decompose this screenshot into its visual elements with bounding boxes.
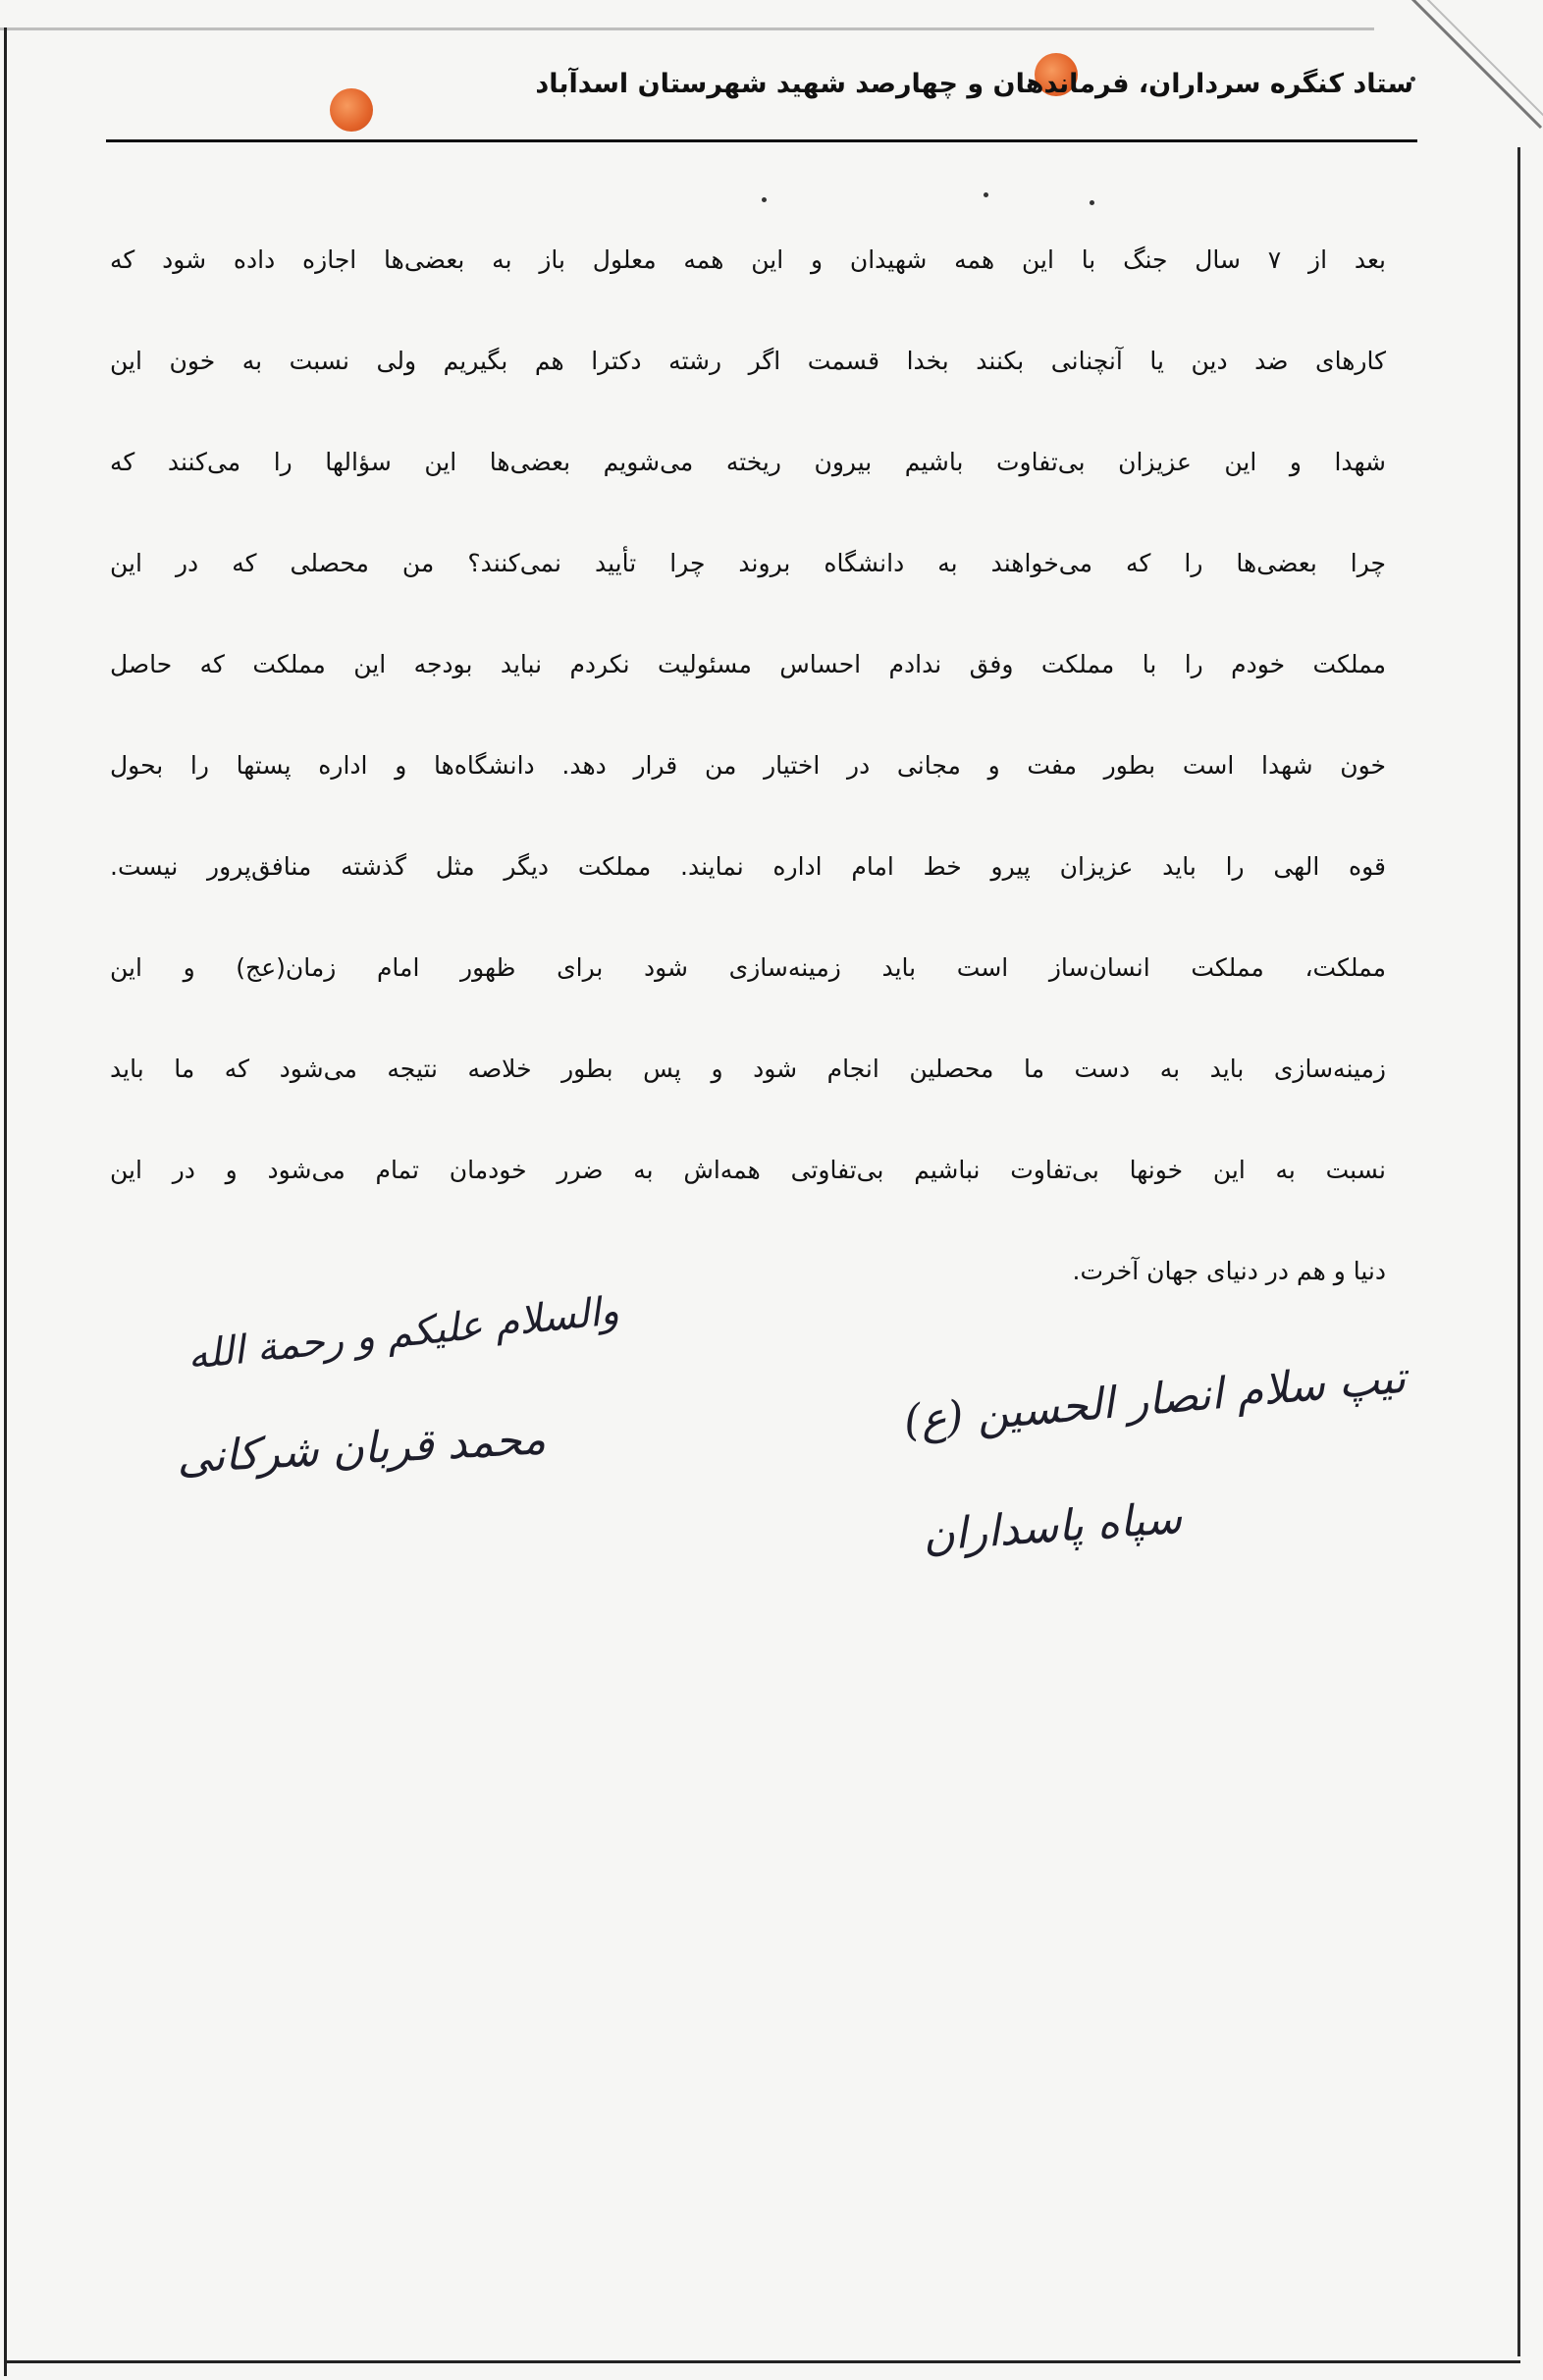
body-line: قوه الهی را باید عزیزان پیرو خط امام اداره نمایند. مملکت دیگر مثل گذشته منافق‌پرور نیست. — [110, 852, 1386, 881]
body-line: دنیا و هم در دنیای جهان آخرت. — [1072, 1257, 1386, 1285]
handwritten-closing: والسلام علیکم و رحمة الله — [185, 1288, 621, 1379]
body-line: کارهای ضد دین یا آنچنانی بکنند بخدا قسمت اگر رشته دکترا هم بگیریم ولی نسبت به خون این — [110, 347, 1386, 375]
body-line: بعد از ۷ سال جنگ با این همه شهیدان و این همه معلول باز به بعضی‌ها اجازه داده شود که — [110, 245, 1387, 274]
paper-speck — [1090, 200, 1094, 205]
left-page-edge — [4, 27, 7, 2376]
right-page-edge — [1517, 147, 1520, 2356]
body-line: خون شهدا است بطور مفت و مجانی در اختیار من قرار دهد. دانشگاه‌ها و اداره پستها را بحول — [110, 751, 1386, 780]
body-line: چرا بعضی‌ها را که می‌خواهند به دانشگاه بروند چرا تأیید نمی‌کنند؟ من محصلی که در این — [110, 549, 1386, 577]
header-divider — [106, 139, 1417, 142]
body-line: نسبت به این خونها بی‌تفاوت نباشیم بی‌تفاوتی همه‌اش به ضرر خودمان تمام می‌شود و در این — [110, 1156, 1386, 1184]
handwritten-organization: سپاه پاسداران — [921, 1492, 1184, 1562]
body-line: شهدا و این عزیزان بی‌تفاوت باشیم بیرون ریخته می‌شویم بعضی‌ها این سؤالها را می‌کنند که — [110, 448, 1386, 476]
body-line: مملکت خودم را با مملکت وفق ندادم احساس مسئولیت نکردم نباید بودجه این مملکت که حاصل — [110, 650, 1386, 678]
body-line: زمینه‌سازی باید به دست ما محصلین انجام شود و پس بطور خلاصه نتیجه می‌شود که ما باید — [110, 1055, 1386, 1083]
orange-seal-dot — [330, 88, 373, 132]
paper-speck — [984, 192, 988, 197]
paper-speck — [762, 197, 767, 202]
handwritten-unit-name: تیپ سلام انصار الحسین (ع) — [901, 1352, 1409, 1447]
handwritten-signature-name: محمد قربان شرکانی — [175, 1414, 548, 1484]
letter-body — [110, 226, 1386, 1338]
top-edge-shadow — [0, 27, 1374, 30]
bottom-page-edge — [4, 2360, 1520, 2363]
letterhead-title: ستاد کنگره سرداران، فرماندهان و چهارصد شهید شهرستان اسدآباد — [535, 69, 1413, 99]
body-line: مملکت، مملکت انسان‌ساز است باید زمینه‌سازی شود برای ظهور امام زمان(عج) و این — [110, 953, 1386, 982]
